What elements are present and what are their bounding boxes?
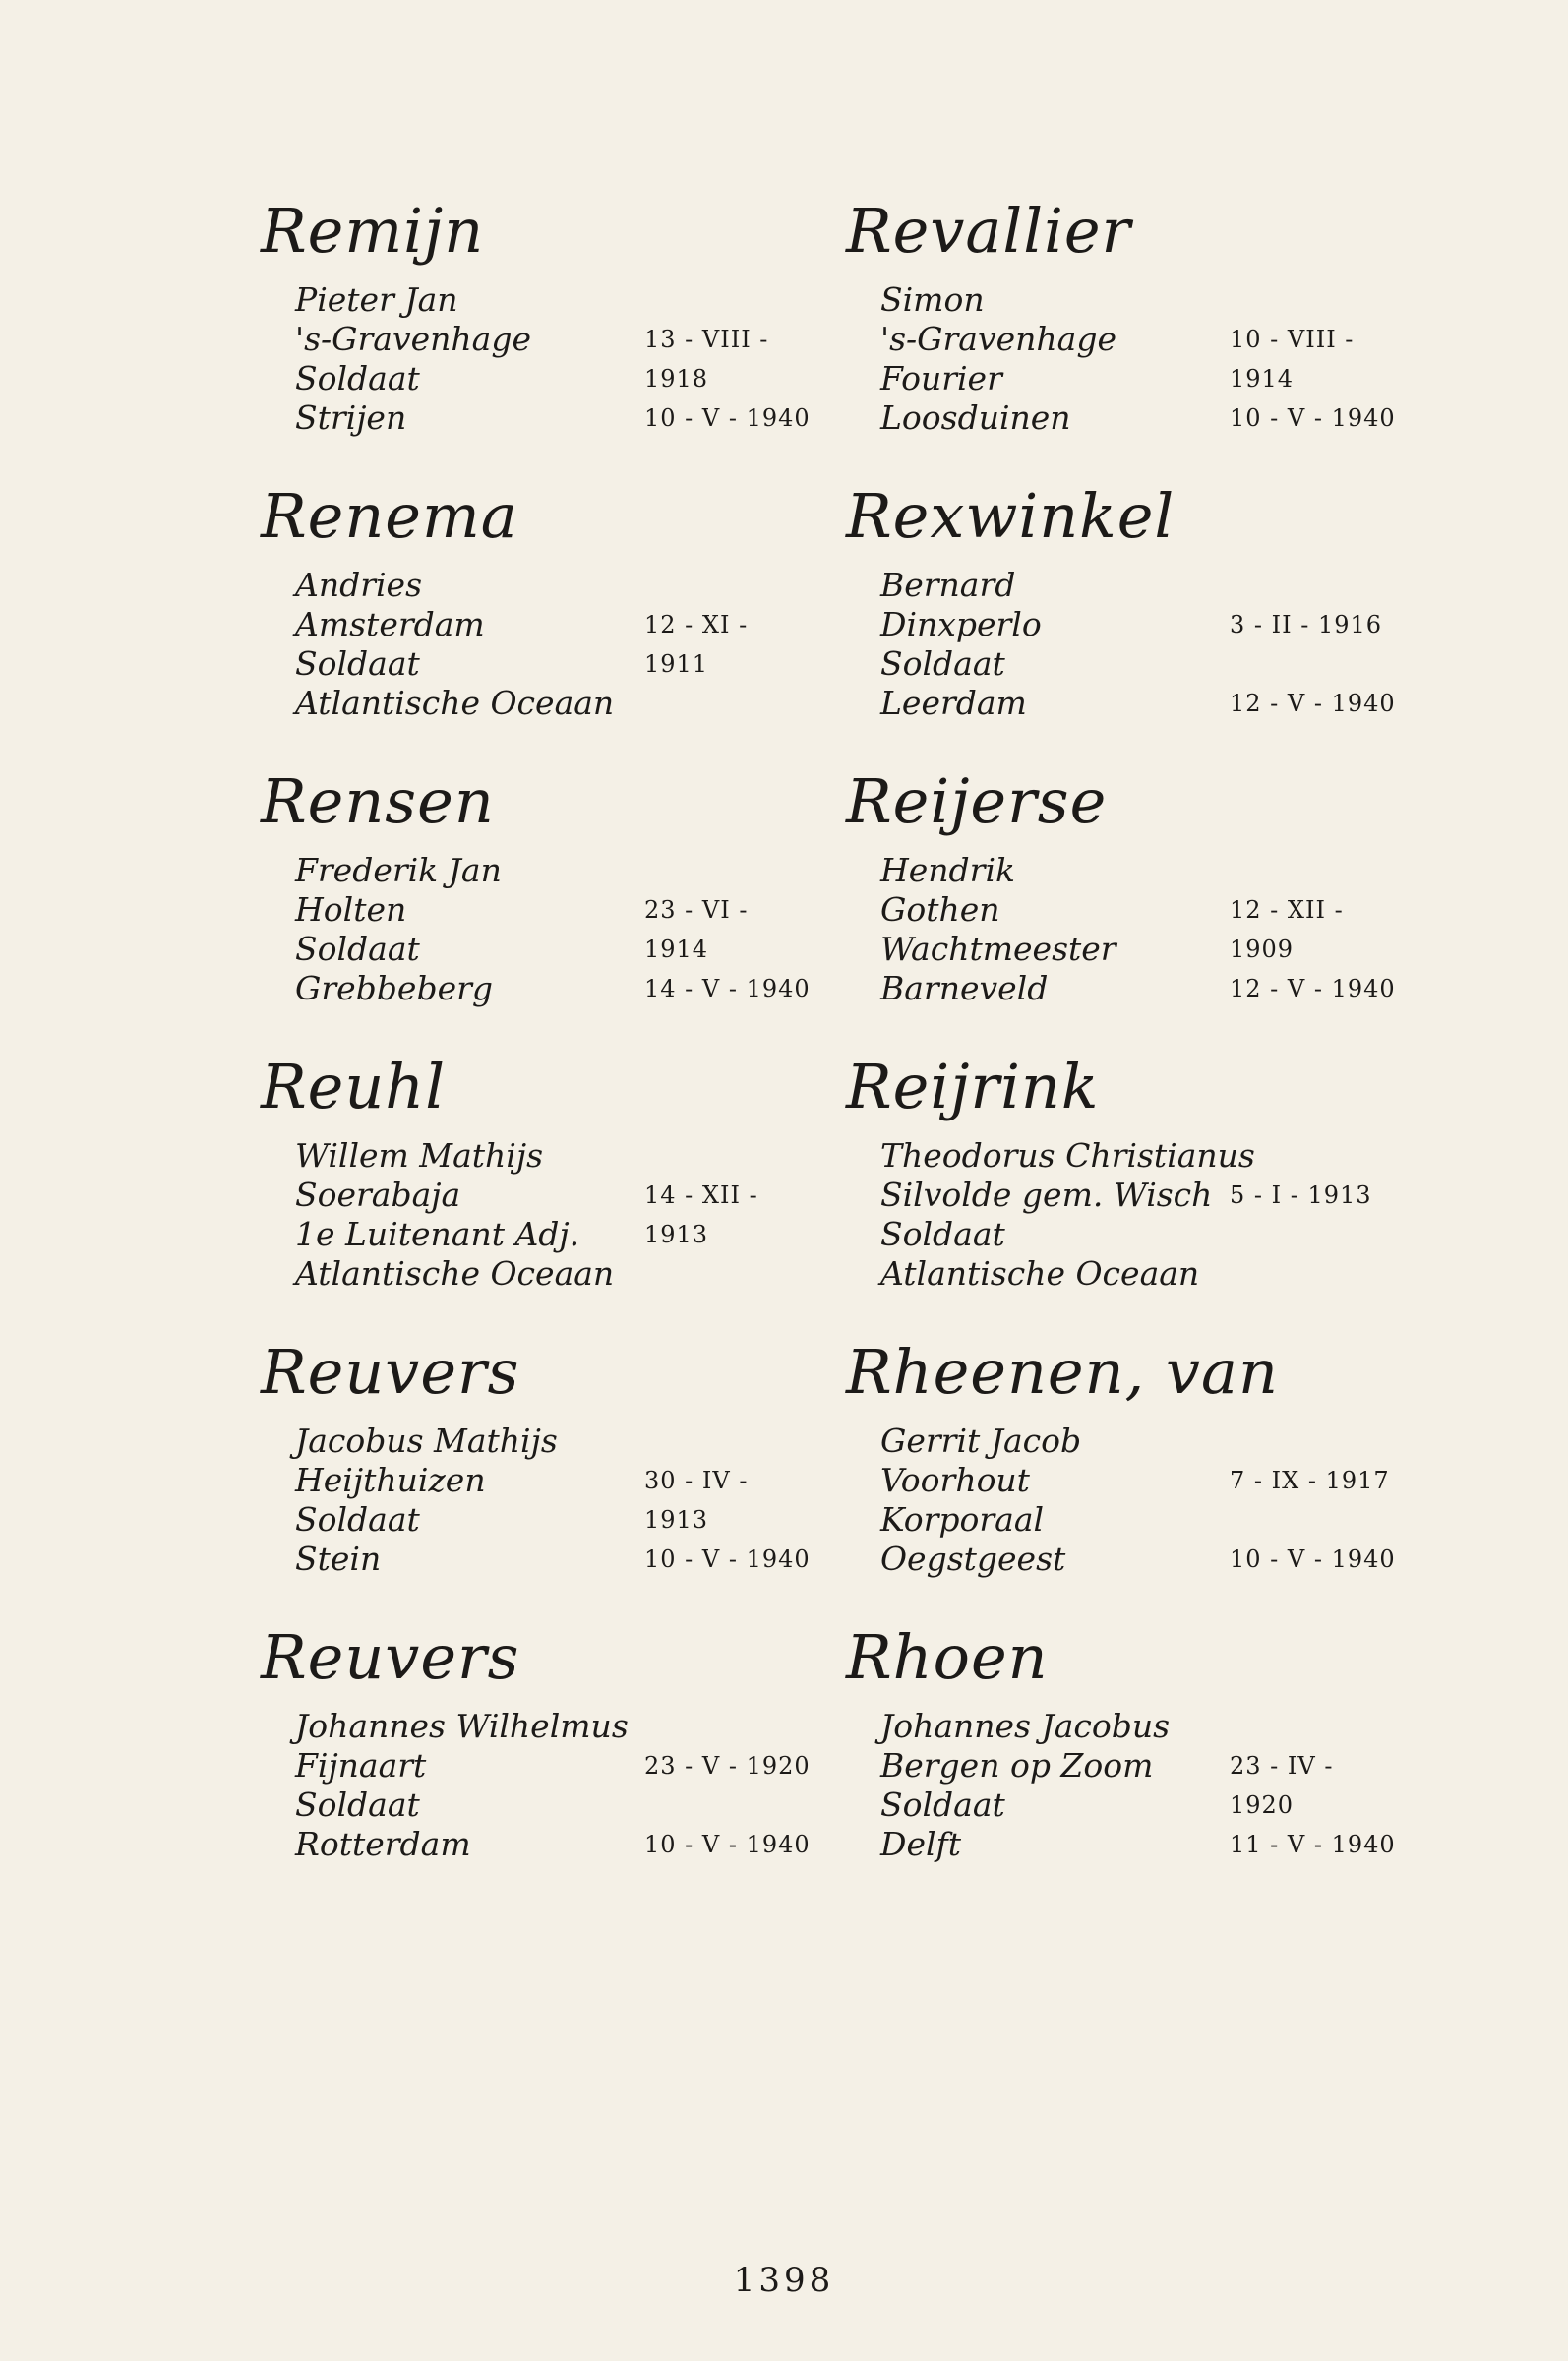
birth-line [261, 1746, 812, 1786]
rank: Soldaat [880, 1215, 1005, 1253]
death-place: Barneveld [880, 969, 1049, 1007]
given-names: Simon [880, 280, 985, 319]
death-line [846, 1540, 1397, 1579]
death-place: Atlantische Oceaan [295, 1254, 615, 1293]
rank: Korporaal [880, 1500, 1045, 1539]
given-names: Pieter Jan [295, 280, 458, 319]
death-place: Atlantische Oceaan [880, 1254, 1200, 1293]
death-place: Atlantische Oceaan [295, 684, 615, 722]
birth-date: 23 - IV - 1920 [1230, 1752, 1334, 1819]
birth-place: Silvolde gem. Wisch [880, 1176, 1213, 1214]
given-names: Willem Mathijs [295, 1136, 544, 1175]
death-place: Loosduinen [880, 398, 1071, 437]
birth-place: Heijthuizen [295, 1461, 486, 1499]
page-number: 1398 [733, 2261, 835, 2300]
given-names: Gerrit Jacob [880, 1422, 1082, 1460]
birth-date: 12 - XII - 1909 [1230, 896, 1344, 963]
birth-line [846, 1176, 1397, 1215]
given-names: Bernard [880, 566, 1016, 604]
surname: Reuhl [261, 1051, 447, 1122]
birth-date: 23 - VI - 1914 [644, 896, 749, 963]
birth-place: Voorhout [880, 1461, 1030, 1499]
entry [846, 1048, 1397, 1333]
death-place: Rotterdam [295, 1825, 471, 1863]
death-line [261, 1254, 812, 1294]
death-date: 11 - V - 1940 [1230, 1831, 1396, 1858]
surname: Reuvers [261, 1336, 520, 1408]
entry [261, 477, 812, 762]
death-place: Leerdam [880, 684, 1027, 722]
surname: Rexwinkel [846, 480, 1176, 552]
birth-place: Fijnaart [295, 1746, 427, 1785]
birth-line [846, 1461, 1397, 1500]
death-line [846, 684, 1397, 723]
death-line [261, 398, 812, 438]
death-date: 10 - V - 1940 [1230, 1545, 1396, 1573]
entry [261, 1333, 812, 1618]
death-line [261, 1825, 812, 1864]
birth-place: Bergen op Zoom [880, 1746, 1154, 1785]
death-line [846, 1254, 1397, 1294]
surname: Renema [261, 480, 518, 552]
given-names: Andries [295, 566, 423, 604]
given-names: Johannes Wilhelmus [295, 1707, 629, 1745]
death-date: 14 - V - 1940 [644, 975, 811, 1002]
rank: Soldaat [295, 1500, 420, 1539]
given-names: Theodorus Christianus [880, 1136, 1255, 1175]
death-line [261, 1540, 812, 1579]
death-place: Oegstgeest [880, 1540, 1066, 1578]
surname: Rhoen [846, 1621, 1049, 1693]
rank: Wachtmeester [880, 930, 1116, 968]
surname: Reuvers [261, 1621, 520, 1693]
given-names: Hendrik [880, 851, 1016, 889]
birth-date: 13 - VIII - 1918 [644, 326, 769, 393]
death-place: Stein [295, 1540, 382, 1578]
left-column [261, 192, 812, 1904]
death-date: 10 - V - 1940 [644, 404, 811, 432]
surname: Rensen [261, 765, 495, 837]
surname: Rheenen, van [846, 1336, 1279, 1408]
death-line [846, 1825, 1397, 1864]
entry [261, 762, 812, 1048]
rank: Soldaat [880, 1786, 1005, 1824]
death-line [846, 969, 1397, 1008]
surname: Reijerse [846, 765, 1108, 837]
death-line [261, 684, 812, 723]
birth-place: Holten [295, 890, 407, 929]
birth-place: Gothen [880, 890, 1000, 929]
birth-date: 10 - VIII - 1914 [1230, 326, 1355, 393]
birth-place: Amsterdam [295, 605, 485, 643]
death-date: 10 - V - 1940 [1230, 404, 1396, 432]
rank: Fourier [880, 359, 1002, 397]
rank: Soldaat [295, 930, 420, 968]
birth-date: 30 - IV - 1913 [644, 1467, 749, 1534]
entry [261, 1048, 812, 1333]
birth-date: 7 - IX - 1917 [1230, 1467, 1390, 1494]
death-line [261, 969, 812, 1008]
birth-line [846, 605, 1397, 644]
rank: Soldaat [880, 644, 1005, 683]
surname: Reijrink [846, 1051, 1100, 1122]
given-names: Jacobus Mathijs [295, 1422, 558, 1460]
death-line [846, 398, 1397, 438]
entry [846, 1333, 1397, 1618]
rank: Soldaat [295, 1786, 420, 1824]
entry [261, 192, 812, 477]
given-names: Johannes Jacobus [880, 1707, 1171, 1745]
birth-date: 5 - I - 1913 [1230, 1181, 1372, 1209]
birth-date: 12 - XI - 1911 [644, 611, 749, 678]
death-place: Strijen [295, 398, 407, 437]
given-names: Frederik Jan [295, 851, 502, 889]
death-date: 12 - V - 1940 [1230, 975, 1396, 1002]
birth-place: 's-Gravenhage [880, 320, 1116, 358]
birth-place: Soerabaja [295, 1176, 461, 1214]
birth-date: 14 - XII - 1913 [644, 1181, 758, 1248]
death-date: 10 - V - 1940 [644, 1545, 811, 1573]
death-place: Grebbeberg [295, 969, 493, 1007]
entry [846, 192, 1397, 477]
surname: Revallier [846, 195, 1132, 267]
surname: Remijn [261, 195, 485, 267]
right-column [846, 192, 1397, 1904]
death-place: Delft [880, 1825, 962, 1863]
entry [846, 762, 1397, 1048]
death-date: 10 - V - 1940 [644, 1831, 811, 1858]
entry [261, 1618, 812, 1904]
entry [846, 1618, 1397, 1904]
death-date: 12 - V - 1940 [1230, 690, 1396, 717]
birth-date: 3 - II - 1916 [1230, 611, 1383, 638]
rank: Soldaat [295, 644, 420, 683]
rank: Soldaat [295, 359, 420, 397]
rank: 1e Luitenant Adj. [295, 1215, 580, 1253]
entry [846, 477, 1397, 762]
birth-place: 's-Gravenhage [295, 320, 531, 358]
birth-place: Dinxperlo [880, 605, 1042, 643]
birth-date: 23 - V - 1920 [644, 1752, 811, 1780]
